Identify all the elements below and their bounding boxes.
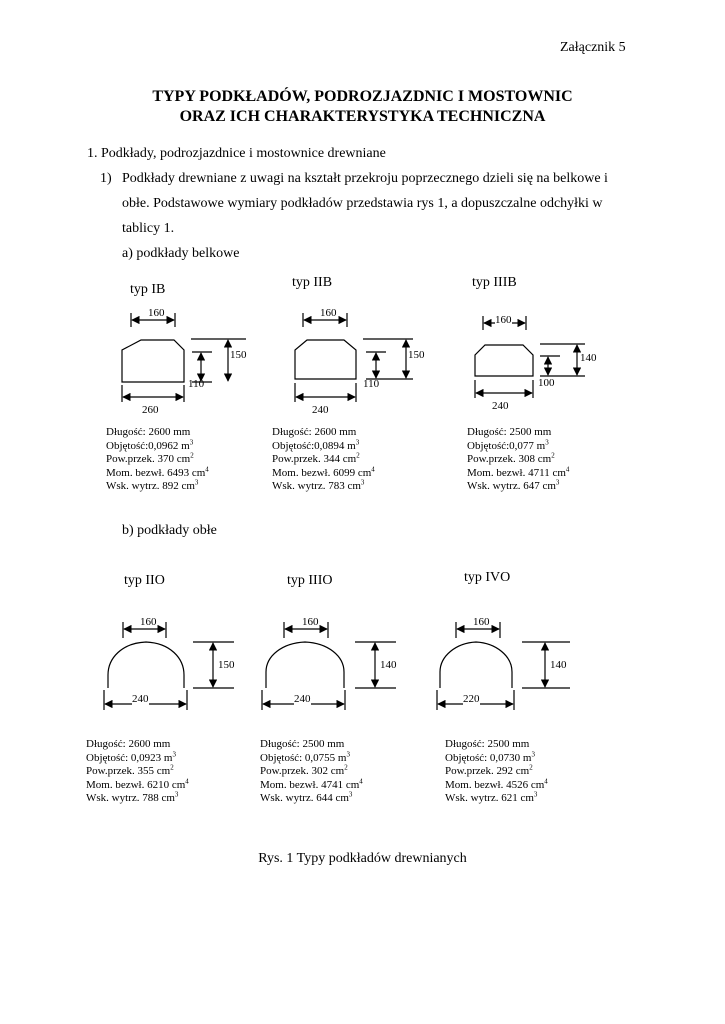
type-ivo-dim-bottom: 220 xyxy=(463,693,480,705)
type-iiib-dim-top: 160 xyxy=(495,314,512,326)
type-iio-label: typ IIO xyxy=(124,573,165,588)
document-title-line-1: TYPY PODKŁADÓW, PODROZJAZDNIC I MOSTOWNIC xyxy=(152,88,573,105)
type-iiib-label: typ IIIB xyxy=(472,275,517,290)
spec-length: Długość: 2500 mm xyxy=(260,738,345,750)
type-ib-dim-inner: 110 xyxy=(188,378,205,390)
type-iib-dim-bottom: 240 xyxy=(312,404,329,416)
type-iio-specs xyxy=(86,738,189,806)
type-ib-dim-top: 160 xyxy=(148,307,165,319)
spec-section-modulus: Wsk. wytrz. 788 $cm^3$ xyxy=(86,790,179,804)
spec-moment: Mom. bezwł. 6493 $cm^4$ xyxy=(106,464,209,479)
type-iiio-dim-top: 160 xyxy=(302,616,319,628)
type-iiib-dim-height: 140 xyxy=(580,352,597,364)
type-iio-dim-bottom: 240 xyxy=(132,693,149,705)
spec-volume: Objętość:0,0894 $m^3$ xyxy=(272,437,360,452)
type-iib-dim-inner: 110 xyxy=(363,378,380,390)
spec-length: Długość: 2600 mm xyxy=(86,738,171,750)
type-iib-specs xyxy=(272,426,375,494)
type-iib-label: typ IIB xyxy=(292,275,333,290)
spec-volume: Objętość: 0,0755 $m^3$ xyxy=(260,749,350,764)
spec-section-modulus: Wsk. wytrz. 783 $cm^3$ xyxy=(272,478,365,492)
type-iiio-dim-bottom: 240 xyxy=(294,693,311,705)
type-iib-dim-height: 150 xyxy=(408,349,425,361)
spec-moment: Mom. bezwł. 4711 $cm^4$ xyxy=(467,464,570,479)
spec-area: Pow.przek. 292 $cm^2$ xyxy=(445,763,533,777)
type-ib-label: typ IB xyxy=(130,282,166,297)
drawing-type-ib xyxy=(122,313,246,402)
spec-area: Pow.przek. 344 $cm^2$ xyxy=(272,451,360,465)
spec-section-modulus: Wsk. wytrz. 647 $cm^3$ xyxy=(467,478,560,492)
type-ib-dim-height: 150 xyxy=(230,349,247,361)
spec-moment: Mom. bezwł. 6210 $cm^4$ xyxy=(86,776,189,791)
figure-caption: Rys. 1 Typy podkładów drewnianych xyxy=(258,851,467,866)
type-iio-dim-top: 160 xyxy=(140,616,157,628)
type-ivo-dim-height: 140 xyxy=(550,659,567,671)
spec-length: Długość: 2500 mm xyxy=(445,738,530,750)
document-title-line-2: ORAZ ICH CHARAKTERYSTYKA TECHNICZNA xyxy=(179,108,546,125)
drawing-type-iiio xyxy=(262,622,396,710)
paragraph-line-2: obłe. Podstawowe wymiary podkładów przedstawia rys 1, a dopuszczalne odchyłki w xyxy=(122,196,603,211)
type-iiio-label: typ IIIO xyxy=(287,573,333,588)
type-ivo-specs xyxy=(445,738,548,806)
type-iiio-specs xyxy=(260,738,363,806)
spec-area: Pow.przek. 370 $cm^2$ xyxy=(106,451,194,465)
spec-volume: Objętość: 0,0923 $m^3$ xyxy=(86,749,176,764)
spec-volume: Objętość:0,077 $m^3$ xyxy=(467,437,549,452)
subheading-beam-sleepers: a) podkłady belkowe xyxy=(122,246,240,261)
spec-volume: Objętość:0,0962 $m^3$ xyxy=(106,437,194,452)
type-iiib-specs xyxy=(467,426,569,494)
spec-area: Pow.przek. 302 $cm^2$ xyxy=(260,763,348,777)
drawing-type-iib xyxy=(295,313,413,402)
subheading-round-sleepers: b) podkłady obłe xyxy=(122,523,217,538)
list-item-number: 1) xyxy=(100,171,112,186)
type-ib-specs xyxy=(106,426,209,494)
spec-moment: Mom. bezwł. 4741 $cm^4$ xyxy=(260,776,363,791)
spec-area: Pow.przek. 308 $cm^2$ xyxy=(467,451,555,465)
annex-label: Załącznik 5 xyxy=(560,40,626,55)
spec-length: Długość: 2500 mm xyxy=(467,426,552,438)
spec-length: Długość: 2600 mm xyxy=(106,426,191,438)
type-iiio-dim-height: 140 xyxy=(380,659,397,671)
type-iiib-dim-inner: 100 xyxy=(538,377,555,389)
type-ivo-label: typ IVO xyxy=(464,570,511,585)
type-ivo-dim-top: 160 xyxy=(473,616,490,628)
spec-section-modulus: Wsk. wytrz. 892 $cm^3$ xyxy=(106,478,199,492)
drawing-type-iio xyxy=(104,622,234,710)
type-iio-dim-height: 150 xyxy=(218,659,235,671)
type-ib-dim-bottom: 260 xyxy=(142,404,159,416)
type-iiib-dim-bottom: 240 xyxy=(492,400,509,412)
paragraph-line-3: tablicy 1. xyxy=(122,221,175,236)
spec-section-modulus: Wsk. wytrz. 621 $cm^3$ xyxy=(445,790,538,804)
spec-moment: Mom. bezwł. 6099 $cm^4$ xyxy=(272,464,375,479)
spec-section-modulus: Wsk. wytrz. 644 $cm^3$ xyxy=(260,790,353,804)
type-iib-dim-top: 160 xyxy=(320,307,337,319)
spec-area: Pow.przek. 355 $cm^2$ xyxy=(86,763,174,777)
drawing-type-iiib xyxy=(475,316,585,398)
paragraph-line-1: Podkłady drewniane z uwagi na kształt przekroju poprzecznego dzieli się na belkowe i xyxy=(122,171,608,186)
spec-moment: Mom. bezwł. 4526 $cm^4$ xyxy=(445,776,548,791)
section-heading: 1. Podkłady, podrozjazdnice i mostownice drewniane xyxy=(87,146,386,161)
spec-length: Długość: 2600 mm xyxy=(272,426,357,438)
spec-volume: Objętość: 0,0730 $m^3$ xyxy=(445,749,535,764)
